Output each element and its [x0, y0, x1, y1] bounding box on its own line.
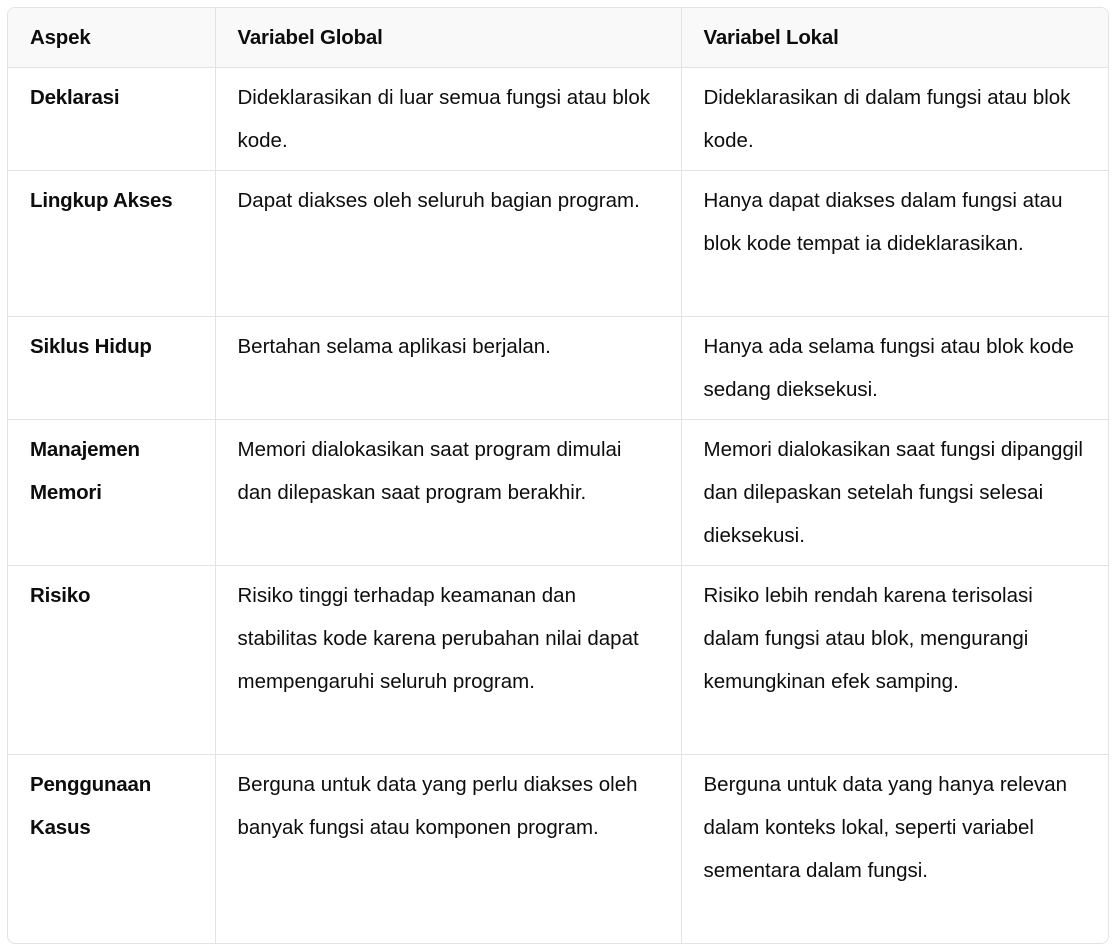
cell-global: Memori dialokasikan saat program dimulai dan dilepaskan saat program berakhir.	[215, 420, 681, 566]
cell-local: Dideklarasikan di dalam fungsi atau blok kode.	[681, 68, 1108, 171]
cell-aspect: Siklus Hidup	[8, 317, 215, 420]
table-row-penggunaan-kasus	[8, 755, 1108, 944]
table-row-deklarasi	[8, 68, 1108, 171]
cell-local: Risiko lebih rendah karena terisolasi dalam fungsi atau blok, mengurangi kemungkinan efek samping.	[681, 566, 1108, 755]
cell-global: Dapat diakses oleh seluruh bagian program.	[215, 171, 681, 317]
header-row	[8, 8, 1108, 68]
cell-aspect: Manajemen Memori	[8, 420, 215, 566]
cell-global: Berguna untuk data yang perlu diakses oleh banyak fungsi atau komponen program.	[215, 755, 681, 944]
table-header	[8, 8, 1108, 68]
table-body	[8, 68, 1108, 944]
cell-local: Memori dialokasikan saat fungsi dipanggil dan dilepaskan setelah fungsi selesai dieksekusi.	[681, 420, 1108, 566]
cell-aspect: Lingkup Akses	[8, 171, 215, 317]
cell-local: Hanya ada selama fungsi atau blok kode sedang dieksekusi.	[681, 317, 1108, 420]
cell-global: Risiko tinggi terhadap keamanan dan stabilitas kode karena perubahan nilai dapat mempengaruhi seluruh program.	[215, 566, 681, 755]
comparison-table-container	[7, 7, 1109, 944]
header-variabel-lokal: Variabel Lokal	[681, 8, 1108, 68]
table-row-siklus-hidup	[8, 317, 1108, 420]
cell-aspect: Deklarasi	[8, 68, 215, 171]
table-row-manajemen-memori	[8, 420, 1108, 566]
cell-aspect: Risiko	[8, 566, 215, 755]
header-variabel-global: Variabel Global	[215, 8, 681, 68]
header-aspek: Aspek	[8, 8, 215, 68]
cell-local: Hanya dapat diakses dalam fungsi atau blok kode tempat ia dideklarasikan.	[681, 171, 1108, 317]
cell-global: Bertahan selama aplikasi berjalan.	[215, 317, 681, 420]
table-row-risiko	[8, 566, 1108, 755]
cell-global: Dideklarasikan di luar semua fungsi atau blok kode.	[215, 68, 681, 171]
cell-local: Berguna untuk data yang hanya relevan dalam konteks lokal, seperti variabel sementara dalam fungsi.	[703, 773, 1068, 882]
cell-aspect: Penggunaan Kasus	[8, 755, 215, 944]
table-row-lingkup-akses	[8, 171, 1108, 317]
comparison-table	[8, 8, 1108, 943]
